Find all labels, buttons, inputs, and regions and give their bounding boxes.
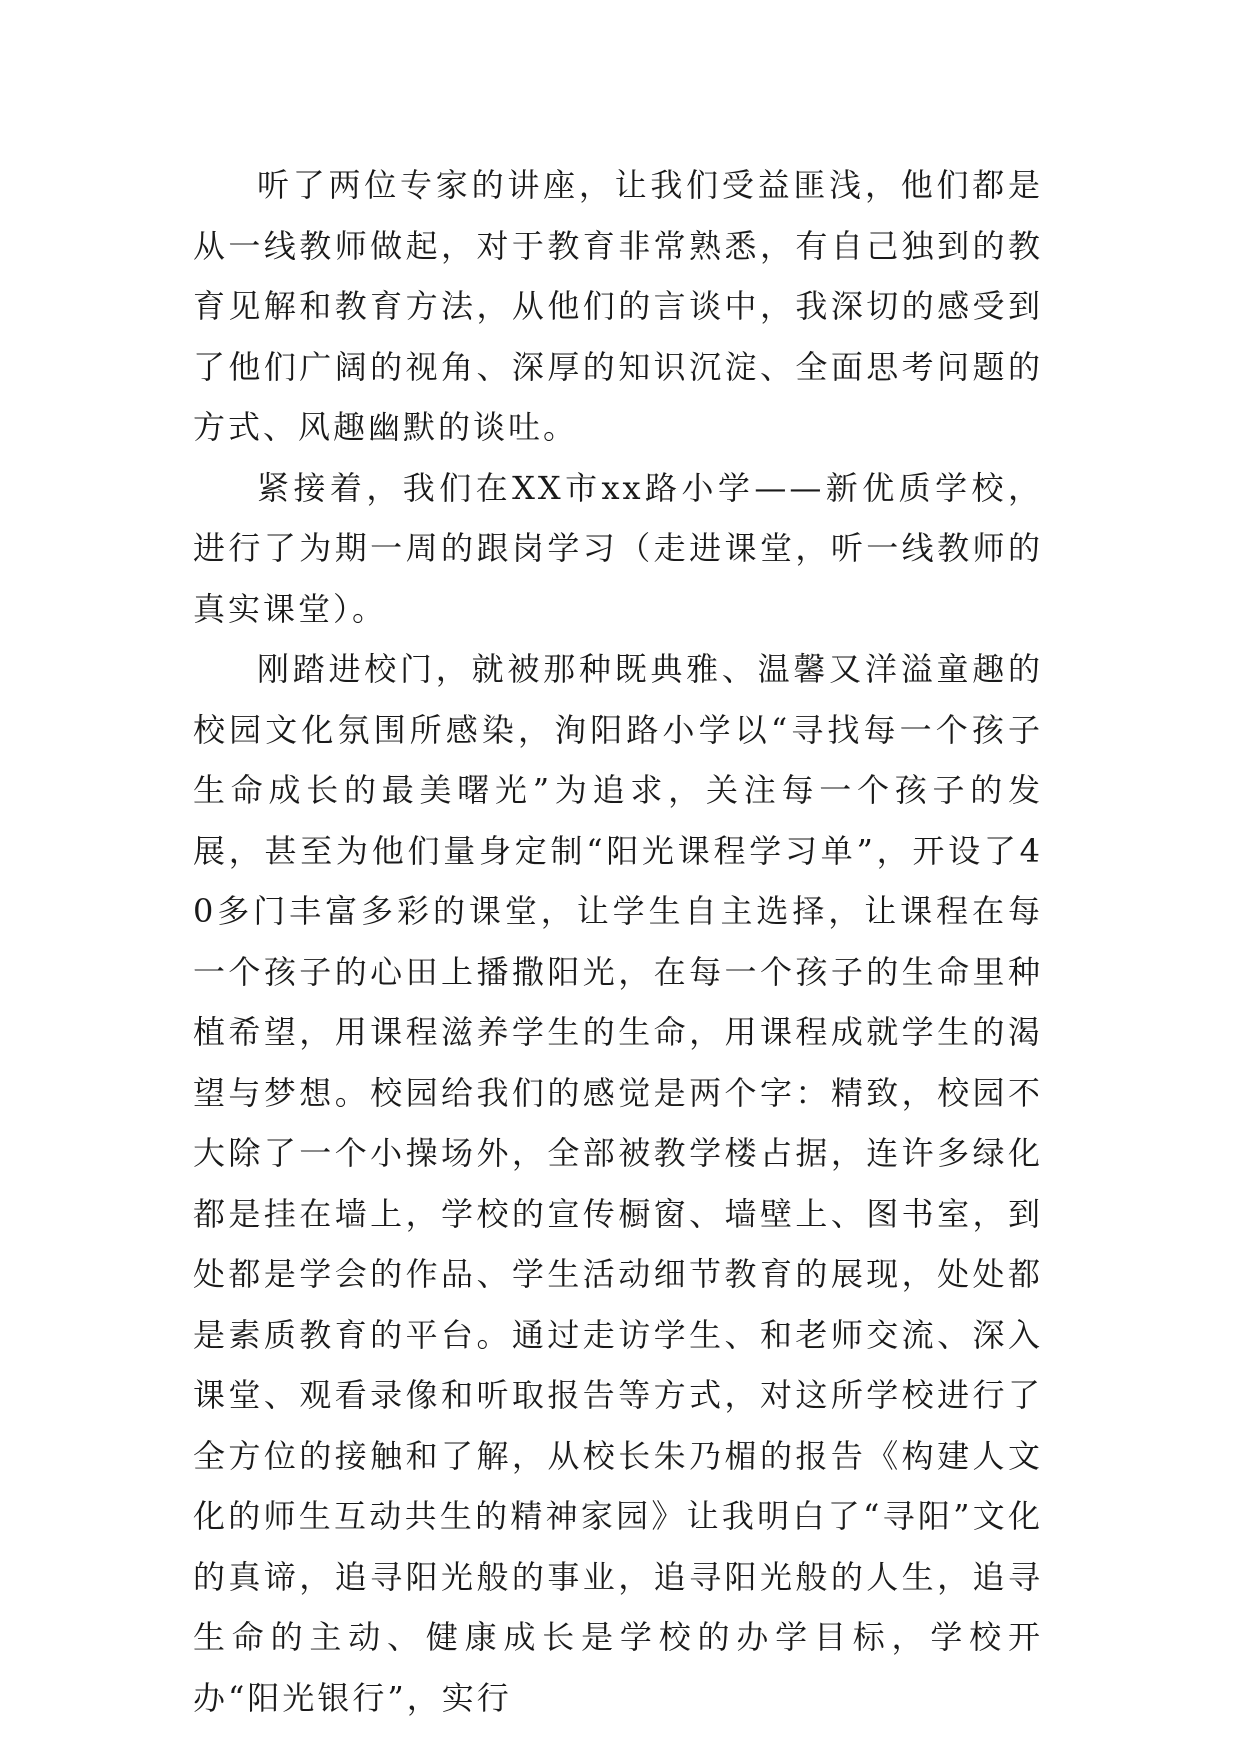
paragraph-school-culture: 刚踏进校门，就被那种既典雅、温馨又洋溢童趣的校园文化氛围所感染，洵阳路小学以“寻找每一个孩子生命成长的最美曙光”为追求，关注每一个孩子的发展，甚至为他们量身定制“阳光课程学习单”，开设了40多门丰富多彩的课堂，让学生自主选择，让课程在每一个孩子的心田上播撒阳光，在每一个孩子的生命里种植希望，用课程滋养学生的生命，用课程成就学生的渴望与梦想。校园给我们的感觉是两个字：精致，校园不大除了一个小操场外，全部被教学楼占据，连许多绿化都是挂在墙上，学校的宣传橱窗、墙壁上、图书室，到处都是学会的作品、学生活动细节教育的展现，处处都是素质教育的平台。通过走访学生、和老师交流、深入课堂、观看录像和听取报告等方式，对这所学校进行了全方位的接触和了解，从校长朱乃楣的报告《构建人文化的师生互动共生的精神家园》让我明白了“寻阳”文化的真谛，追寻阳光般的事业，追寻阳光般的人生，追寻生命的主动、健康成长是学校的办学目标，学校开办“阳光银行”，实行 (193, 650, 1043, 1717)
paragraph-expert-lecture: 听了两位专家的讲座，让我们受益匪浅，他们都是从一线教师做起，对于教育非常熟悉，有自己独到的教育见解和教育方法，从他们的言谈中，我深切的感受到了他们广阔的视角、深厚的知识沉淀、全面思考问题的方式、风趣幽默的谈吐。 (193, 166, 1043, 446)
paragraph-shadow-learning: 紧接着，我们在XX市xx路小学——新优质学校，进行了为期一周的跟岗学习（走进课堂，听一线教师的真实课堂）。 (193, 468, 1043, 628)
document-body (193, 155, 1043, 1728)
